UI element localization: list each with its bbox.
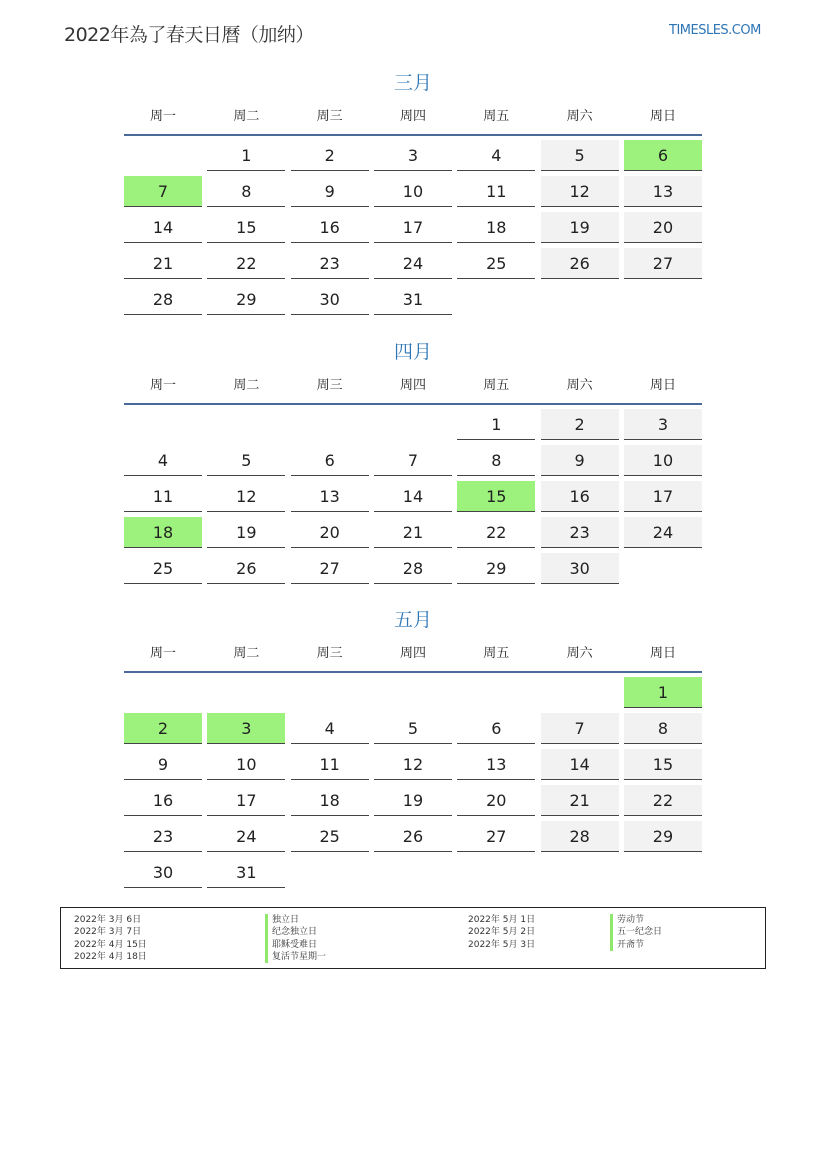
day-cell: 22 bbox=[207, 248, 285, 279]
header-rule bbox=[124, 671, 702, 673]
legend-holiday: 纪念独立日 bbox=[265, 926, 326, 938]
weekday-label: 周六 bbox=[566, 646, 593, 661]
legend-date: 2022年 4月 18日 bbox=[74, 951, 147, 962]
day-cell: 14 bbox=[124, 212, 202, 243]
day-cell: 20 bbox=[457, 785, 535, 816]
day-cell: 21 bbox=[124, 248, 202, 279]
day-cell: 17 bbox=[374, 212, 452, 243]
day-cell: 4 bbox=[457, 140, 535, 171]
day-cell: 11 bbox=[457, 176, 535, 207]
day-cell: 13 bbox=[457, 749, 535, 780]
day-cell: 27 bbox=[457, 821, 535, 852]
weekday-label: 周五 bbox=[483, 378, 510, 393]
weekday-label: 周二 bbox=[233, 378, 260, 393]
empty-cell bbox=[207, 409, 285, 440]
day-cell: 29 bbox=[207, 284, 285, 315]
day-cell: 24 bbox=[207, 821, 285, 852]
day-cell: 4 bbox=[291, 713, 369, 744]
month-title: 三月 bbox=[393, 72, 432, 94]
empty-cell bbox=[541, 677, 619, 708]
legend-date: 2022年 5月 1日 bbox=[468, 915, 536, 925]
holiday-legend bbox=[60, 907, 766, 969]
weekend-day-cell: 28 bbox=[541, 821, 619, 852]
month-title: 四月 bbox=[393, 341, 432, 363]
day-cell: 26 bbox=[374, 821, 452, 852]
legend-holiday: 开斋节 bbox=[610, 939, 662, 951]
weekday-label: 周四 bbox=[399, 646, 426, 661]
day-cell: 27 bbox=[291, 553, 369, 584]
legend-names-left bbox=[265, 914, 326, 963]
month-april bbox=[124, 339, 702, 584]
legend-holiday: 劳动节 bbox=[610, 914, 662, 926]
empty-cell bbox=[457, 677, 535, 708]
day-cell: 30 bbox=[291, 284, 369, 315]
day-cell: 29 bbox=[457, 553, 535, 584]
day-cell: 14 bbox=[374, 481, 452, 512]
weekday-label: 周二 bbox=[233, 109, 260, 124]
empty-cell bbox=[374, 677, 452, 708]
day-cell: 10 bbox=[207, 749, 285, 780]
weekday-label: 周日 bbox=[649, 378, 676, 393]
weekend-day-cell: 16 bbox=[541, 481, 619, 512]
day-cell: 24 bbox=[374, 248, 452, 279]
day-cell: 5 bbox=[374, 713, 452, 744]
day-cell: 19 bbox=[374, 785, 452, 816]
weekend-day-cell: 2 bbox=[541, 409, 619, 440]
weekend-day-cell: 3 bbox=[624, 409, 702, 440]
empty-cell bbox=[291, 409, 369, 440]
weekend-day-cell: 7 bbox=[541, 713, 619, 744]
empty-cell bbox=[291, 677, 369, 708]
weekend-day-cell: 20 bbox=[624, 212, 702, 243]
day-cell: 1 bbox=[207, 140, 285, 171]
weekend-day-cell: 19 bbox=[541, 212, 619, 243]
day-cell: 23 bbox=[124, 821, 202, 852]
weekday-label: 周二 bbox=[233, 646, 260, 661]
holiday-day-cell: 1 bbox=[624, 677, 702, 708]
legend-names-right bbox=[610, 914, 662, 951]
day-cell: 12 bbox=[207, 481, 285, 512]
day-cell: 9 bbox=[124, 749, 202, 780]
legend-holiday: 五一纪念日 bbox=[610, 926, 662, 938]
day-cell: 25 bbox=[124, 553, 202, 584]
legend-date: 2022年 3月 7日 bbox=[74, 927, 142, 938]
day-cell: 4 bbox=[124, 445, 202, 476]
weekday-label: 周五 bbox=[483, 646, 510, 661]
day-cell: 11 bbox=[124, 481, 202, 512]
brand-link[interactable]: TIMESLES.COM bbox=[669, 23, 761, 38]
day-cell: 25 bbox=[291, 821, 369, 852]
day-cell: 1 bbox=[457, 409, 535, 440]
day-cell: 16 bbox=[291, 212, 369, 243]
weekend-day-cell: 14 bbox=[541, 749, 619, 780]
weekend-day-cell: 15 bbox=[624, 749, 702, 780]
weekday-header bbox=[124, 106, 702, 128]
weekend-day-cell: 24 bbox=[624, 517, 702, 548]
weekend-day-cell: 22 bbox=[624, 785, 702, 816]
weekend-day-cell: 21 bbox=[541, 785, 619, 816]
day-cell: 31 bbox=[374, 284, 452, 315]
weekday-label: 周三 bbox=[316, 646, 343, 661]
day-grid bbox=[124, 140, 702, 315]
day-cell: 9 bbox=[291, 176, 369, 207]
holiday-day-cell: 3 bbox=[207, 713, 285, 744]
month-title: 五月 bbox=[393, 609, 432, 631]
weekend-day-cell: 29 bbox=[624, 821, 702, 852]
empty-cell bbox=[374, 409, 452, 440]
weekend-day-cell: 23 bbox=[541, 517, 619, 548]
day-cell: 31 bbox=[207, 857, 285, 888]
legend-dates-right bbox=[468, 914, 535, 951]
month-may bbox=[124, 607, 702, 888]
day-cell: 6 bbox=[291, 445, 369, 476]
day-cell: 6 bbox=[457, 713, 535, 744]
day-cell: 15 bbox=[207, 212, 285, 243]
weekday-label: 周四 bbox=[399, 378, 426, 393]
day-grid bbox=[124, 677, 702, 888]
day-cell: 28 bbox=[124, 284, 202, 315]
day-cell: 8 bbox=[207, 176, 285, 207]
weekday-label: 周六 bbox=[566, 109, 593, 124]
empty-cell bbox=[124, 140, 202, 171]
holiday-day-cell: 18 bbox=[124, 517, 202, 548]
day-cell: 18 bbox=[291, 785, 369, 816]
legend-date: 2022年 5月 2日 bbox=[468, 927, 536, 938]
weekday-label: 周三 bbox=[316, 109, 343, 124]
legend-date: 2022年 4月 15日 bbox=[74, 939, 147, 950]
weekend-day-cell: 10 bbox=[624, 445, 702, 476]
day-cell: 10 bbox=[374, 176, 452, 207]
weekend-day-cell: 17 bbox=[624, 481, 702, 512]
weekday-label: 周日 bbox=[649, 109, 676, 124]
weekday-header bbox=[124, 643, 702, 665]
day-cell: 12 bbox=[374, 749, 452, 780]
header-rule bbox=[124, 403, 702, 405]
day-cell: 3 bbox=[374, 140, 452, 171]
legend-holiday: 独立日 bbox=[265, 914, 326, 926]
day-cell: 21 bbox=[374, 517, 452, 548]
day-cell: 11 bbox=[291, 749, 369, 780]
legend-date: 2022年 3月 6日 bbox=[74, 915, 142, 925]
weekend-day-cell: 5 bbox=[541, 140, 619, 171]
day-cell: 23 bbox=[291, 248, 369, 279]
day-cell: 8 bbox=[457, 445, 535, 476]
holiday-day-cell: 15 bbox=[457, 481, 535, 512]
weekend-day-cell: 13 bbox=[624, 176, 702, 207]
holiday-day-cell: 2 bbox=[124, 713, 202, 744]
weekend-day-cell: 12 bbox=[541, 176, 619, 207]
weekend-day-cell: 30 bbox=[541, 553, 619, 584]
weekday-label: 周五 bbox=[483, 109, 510, 124]
holiday-day-cell: 6 bbox=[624, 140, 702, 171]
header-rule bbox=[124, 134, 702, 136]
weekday-label: 周一 bbox=[149, 646, 176, 661]
day-cell: 5 bbox=[207, 445, 285, 476]
empty-cell bbox=[124, 409, 202, 440]
day-cell: 30 bbox=[124, 857, 202, 888]
legend-date: 2022年 5月 3日 bbox=[468, 939, 536, 950]
weekday-label: 周三 bbox=[316, 378, 343, 393]
weekday-label: 周四 bbox=[399, 109, 426, 124]
day-cell: 19 bbox=[207, 517, 285, 548]
weekday-header bbox=[124, 375, 702, 397]
day-cell: 2 bbox=[291, 140, 369, 171]
page-title: 2022年為了春天日曆（加纳） bbox=[64, 24, 314, 46]
weekend-day-cell: 8 bbox=[624, 713, 702, 744]
empty-cell bbox=[124, 677, 202, 708]
month-march bbox=[124, 70, 702, 315]
weekday-label: 周日 bbox=[649, 646, 676, 661]
day-cell: 25 bbox=[457, 248, 535, 279]
holiday-day-cell: 7 bbox=[124, 176, 202, 207]
day-cell: 20 bbox=[291, 517, 369, 548]
day-cell: 22 bbox=[457, 517, 535, 548]
weekend-day-cell: 9 bbox=[541, 445, 619, 476]
weekday-label: 周一 bbox=[149, 378, 176, 393]
legend-holiday: 复活节星期一 bbox=[265, 951, 326, 963]
day-cell: 13 bbox=[291, 481, 369, 512]
day-cell: 26 bbox=[207, 553, 285, 584]
legend-holiday: 耶稣受难日 bbox=[265, 939, 326, 951]
day-cell: 17 bbox=[207, 785, 285, 816]
weekday-label: 周一 bbox=[149, 109, 176, 124]
weekday-label: 周六 bbox=[566, 378, 593, 393]
day-cell: 7 bbox=[374, 445, 452, 476]
day-cell: 28 bbox=[374, 553, 452, 584]
legend-dates-left bbox=[74, 914, 147, 963]
day-cell: 18 bbox=[457, 212, 535, 243]
weekend-day-cell: 27 bbox=[624, 248, 702, 279]
day-grid bbox=[124, 409, 702, 584]
day-cell: 16 bbox=[124, 785, 202, 816]
weekend-day-cell: 26 bbox=[541, 248, 619, 279]
empty-cell bbox=[207, 677, 285, 708]
